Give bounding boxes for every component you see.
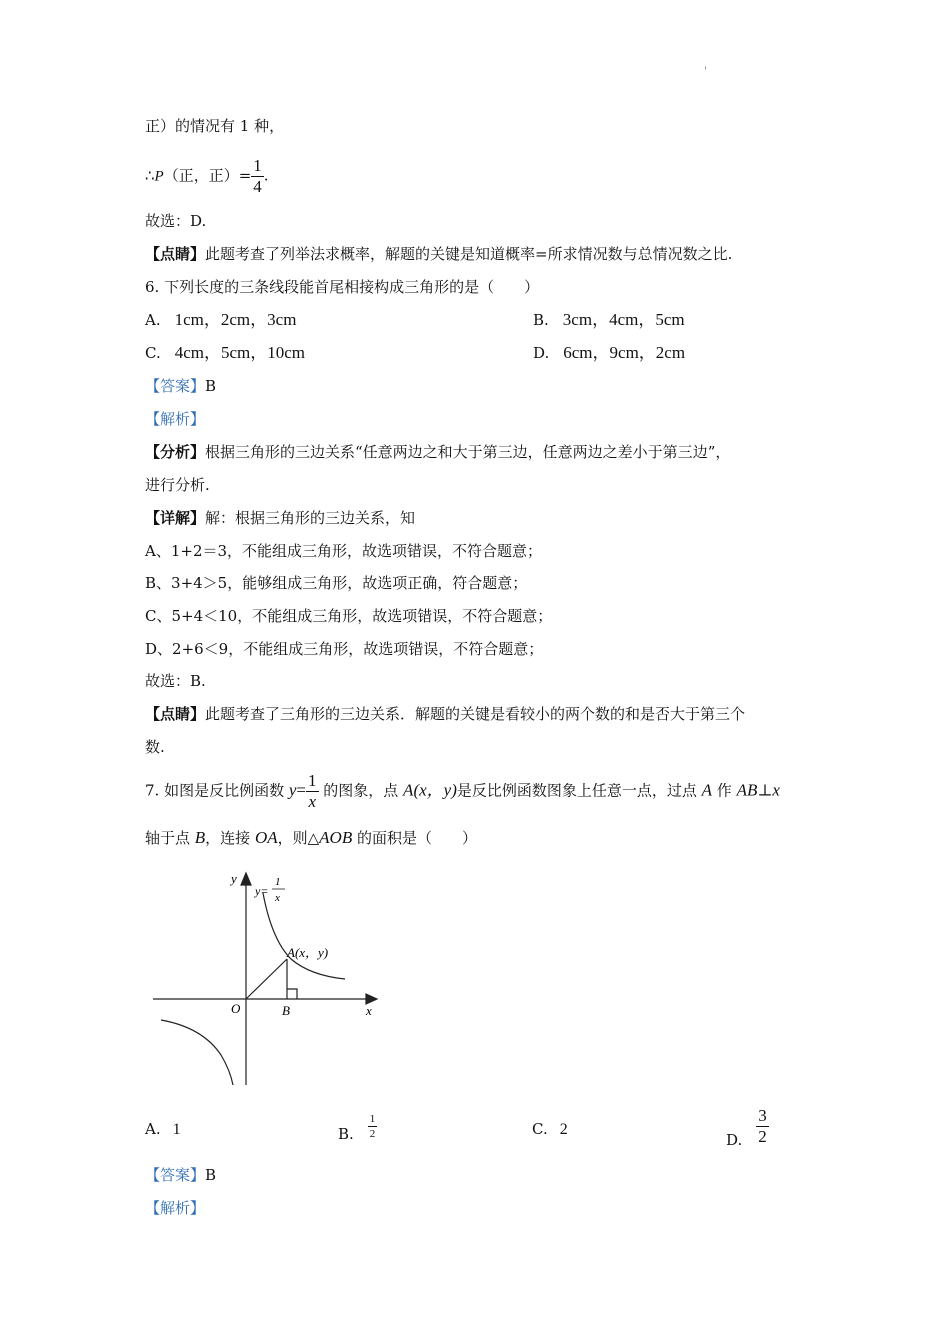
q7-var: B <box>194 828 206 847</box>
dianjing-text: 此题考查了列举法求概率，解题的关键是知道概率=所求情况数与总情况数之比. <box>205 245 733 263</box>
q7-text: 的图象，点 <box>318 781 404 800</box>
question-6: 6. 下列长度的三条线段能首尾相接构成三角形的是（ ） <box>145 278 540 296</box>
option-label: C. <box>145 344 161 362</box>
question-7-line-2 <box>145 828 477 848</box>
x-axis-label: x <box>366 1003 372 1018</box>
fraction-numerator: 1 <box>253 156 262 175</box>
q6-answer <box>145 376 216 396</box>
function-label-num: 1 <box>275 876 281 888</box>
q7-answer <box>145 1165 216 1185</box>
option-value: 6cm，9cm，2cm <box>563 343 686 362</box>
q6-step-d: D、2+6＜9，不能组成三角形，故选项错误，不符合题意； <box>145 640 544 658</box>
answer-tag: 【答案】 <box>145 1166 206 1184</box>
page-mark: ' <box>704 66 707 77</box>
q7-analysis-tag: 【解析】 <box>145 1199 206 1217</box>
therefore-symbol: ∴ <box>145 166 155 185</box>
answer-value: B <box>205 377 217 395</box>
q6-option-c <box>145 343 305 363</box>
option-label: C. <box>532 1120 548 1138</box>
q7-text: ，则△ <box>277 829 320 847</box>
q7-text: ，连接 <box>205 829 255 847</box>
dianjing-line-1 <box>145 244 732 264</box>
option-frac-num: 1 <box>369 1113 376 1125</box>
q7-var: OA <box>254 828 278 847</box>
q6-fenxi-cont: 进行分析. <box>145 476 210 494</box>
formula-end: . <box>263 166 269 185</box>
option-value: 2 <box>559 1121 568 1138</box>
choose-line-1: 故选：D. <box>145 212 207 230</box>
point-b-label: B <box>282 1003 290 1018</box>
option-label: D. <box>726 1130 743 1149</box>
q7-text: 作 <box>712 781 737 800</box>
origin-label: O <box>231 1001 241 1016</box>
detail-tag: 【详解】 <box>145 509 206 527</box>
segment-oa <box>246 959 287 999</box>
q7-text: 的面积是（ ） <box>352 829 477 847</box>
answer-value: B <box>205 1166 217 1184</box>
q7-option-a <box>145 1119 181 1140</box>
q6-option-a <box>145 310 296 330</box>
q6-step-b: B、3+4＞5，能够组成三角形，故选项正确，符合题意； <box>145 574 528 592</box>
option-label: B. <box>533 311 549 329</box>
function-label: y= <box>255 884 269 898</box>
q7-var: A <box>701 780 713 800</box>
dianjing-text: 此题考查了三角形的三边关系．解题的关键是看较小的两个数的和是否大于第三个 <box>205 705 746 723</box>
q7-var: y <box>288 780 297 800</box>
q6-detail <box>145 508 415 528</box>
q7-frac-den: x <box>306 791 319 812</box>
formula-mid: （正，正）= <box>163 166 252 185</box>
option-value: 3cm，4cm，5cm <box>562 310 685 329</box>
option-label: B. <box>338 1124 354 1143</box>
fenxi-tag: 【分析】 <box>145 443 206 461</box>
q6-step-c: C、5+4＜10，不能组成三角形，故选项错误，不符合题意； <box>145 607 553 625</box>
dianjing-tag: 【点睛】 <box>145 705 206 723</box>
option-value: 4cm，5cm，10cm <box>174 343 306 362</box>
q7-perp: ⊥ <box>757 780 773 800</box>
option-value: 1 <box>172 1121 181 1138</box>
p-symbol: P <box>154 168 164 185</box>
y-axis-label: y <box>231 871 237 886</box>
curve-branch-2 <box>161 1020 233 1085</box>
q7-frac-num: 1 <box>308 771 317 790</box>
option-frac-den: 2 <box>758 1127 767 1146</box>
option-label: A. <box>145 311 161 329</box>
option-value: 1cm，2cm，3cm <box>174 310 297 329</box>
q6-dianjing-cont: 数. <box>145 738 165 756</box>
q7-text: 是反比例函数图象上任意一点，过点 <box>456 781 702 800</box>
option-frac-num: 3 <box>758 1106 767 1125</box>
q6-fenxi <box>145 442 730 462</box>
y-axis-arrow <box>241 873 251 885</box>
q7-option-b <box>338 1112 377 1141</box>
right-angle-mark <box>287 989 297 999</box>
q6-step-a: A、1+2＝3，不能组成三角形，故选项错误，不符合题意； <box>145 542 543 560</box>
q7-var: x <box>772 780 780 800</box>
detail-text: 解：根据三角形的三边关系，知 <box>205 509 416 527</box>
fenxi-text: 根据三角形的三边关系“任意两边之和大于第三边，任意两边之差小于第三边”， <box>205 443 731 461</box>
option-frac-den: 2 <box>369 1128 376 1140</box>
q6-choose: 故选：B. <box>145 672 206 690</box>
q7-eq: = <box>296 780 306 800</box>
q7-text: 轴于点 <box>145 829 195 847</box>
function-label-den: x <box>275 892 280 904</box>
q7-text: 7. 如图是反比例函数 <box>145 781 289 800</box>
q6-analysis-tag: 【解析】 <box>145 410 206 428</box>
q7-coord: (x，y) <box>413 780 457 800</box>
answer-tag: 【答案】 <box>145 377 206 395</box>
q6-dianjing <box>145 704 745 724</box>
q6-option-b <box>533 310 685 330</box>
q7-var: A <box>403 780 414 800</box>
point-a-label: A(x，y) <box>287 945 329 960</box>
q6-option-d <box>533 343 685 363</box>
q7-var: AB <box>736 780 758 800</box>
curve-branch-1 <box>263 893 345 979</box>
option-label: A. <box>145 1120 161 1138</box>
text-line-1: 正）的情况有 1 种， <box>145 117 285 135</box>
fraction-denominator: 4 <box>253 177 262 196</box>
dianjing-tag: 【点睛】 <box>145 245 206 263</box>
q7-option-d <box>726 1106 769 1147</box>
probability-formula <box>145 156 269 197</box>
q7-option-c <box>532 1119 568 1140</box>
question-7-line-1 <box>145 771 780 812</box>
inverse-function-graph <box>145 865 385 1090</box>
option-label: D. <box>533 344 550 362</box>
q7-var: AOB <box>319 828 353 847</box>
